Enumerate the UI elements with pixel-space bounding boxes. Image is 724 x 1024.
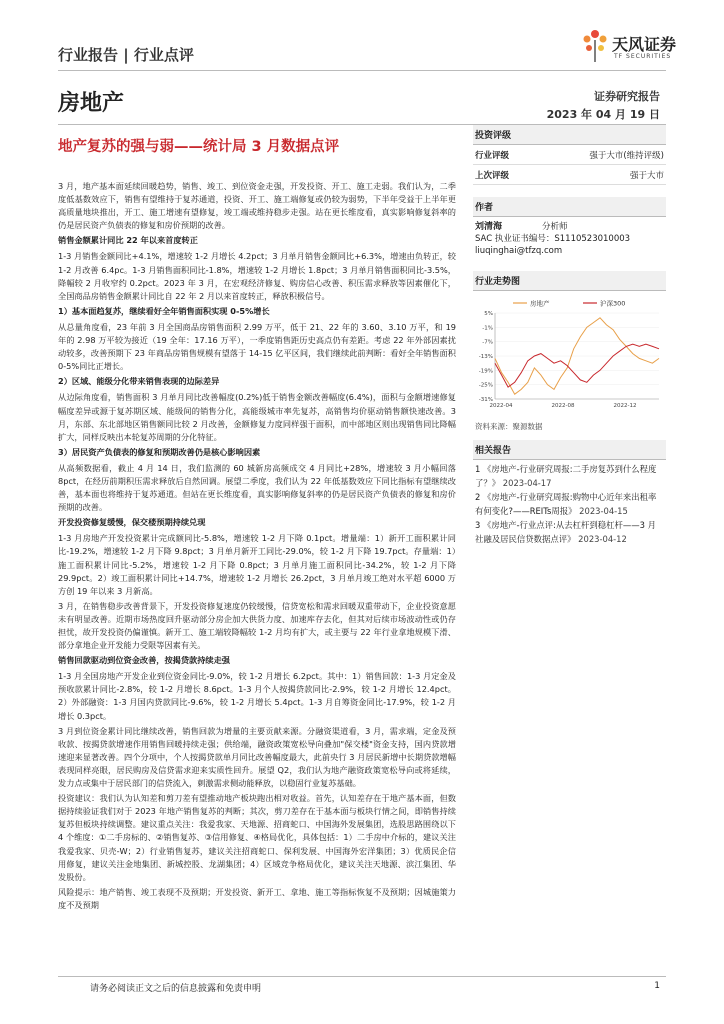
related-report-item[interactable] <box>475 491 664 518</box>
trend-chart <box>473 295 666 417</box>
logo-chinese-name: 天风证券 <box>612 35 677 54</box>
previous-rating-label: 上次评级 <box>475 171 510 181</box>
analyst-sac-number: SAC 执业证书编号：S1110523010003 <box>475 234 631 244</box>
trend-heading: 行业走势图 <box>473 271 666 291</box>
y-tick-label: -1% <box>482 325 493 332</box>
related-report-date: 2023-04-17 <box>502 477 552 488</box>
author-heading: 作者 <box>473 197 666 217</box>
previous-rating-value: 强于大市 <box>629 171 664 181</box>
body-paragraph: 从高频数据看，截止 4 月 14 日，我们监测的 60 城新房高频成交 4 月同比+28%，增速较 3 月小幅回落 8pct，在经历前期积压需求释放后自然回调。展望二季度，我们认为 22 年低基数效应下同比指标有望继续改善，基本面也将维持于复苏通道。但站在更长维度看，真实影响修复斜率的仍是居民资产负债表的修复和房价预期的改善。 <box>58 462 456 513</box>
related-report-title: 2 《房地产-行业研究周报:购物中心近年来出租率有何变化?——REITs周报》 <box>475 492 657 516</box>
section-heading: 开发投资修复缓慢，保交楼预期持续兑现 <box>58 517 206 528</box>
body-paragraph: 从总量角度看，23 年前 3 月全国商品房销售面积 2.99 万平，低于 21、22 年的 3.60、3.10 万平，和 19 年的 2.98 万平较为接近（19 全年：17.16 万平），一季度销售距历史高点仍有差距。考虑 22 年外部因素扰动较多，改善预期下 23 年商品房销售规模有望落于 14-15 亿平区间，我们继续此前判断：看好全年销售面积 0-5%同比正增长。 <box>58 321 456 372</box>
analyst-email[interactable]: liuqinghai@tfzq.com <box>475 246 563 256</box>
body-paragraph: 风险提示：地产销售、竣工表现不及预期；开发投资、新开工、拿地、施工等指标恢复不及预期；因城施策力度不及预期 <box>58 886 456 910</box>
trend-chart-svg <box>473 295 666 417</box>
logo-english-name: TF SECURITIES <box>614 53 672 60</box>
header-divider <box>58 70 666 71</box>
analyst-role: 分析师 <box>542 222 568 232</box>
related-report-item[interactable] <box>475 463 664 490</box>
legend-label: 沪深300 <box>600 299 626 308</box>
section-heading: 1）基本面趋复苏，继续看好全年销售面积实现 0-5%增长 <box>58 305 270 316</box>
related-heading: 相关报告 <box>473 440 666 460</box>
flower-logo-icon <box>580 28 610 64</box>
body-paragraph: 3 月，在销售稳步改善背景下，开发投资修复速度仍较缓慢，信贷宽松和需求回暖双重带动下，企业投资意愿未有明显改善。近期市场热度回升驱动部分房企加大供货力度、加速库存去化，但其对后续市场波动性或仍存担忧，故开发投资仍偏谨慎。新开工、施工端较降幅较 1-2 月均有扩大，或主要与 22 年行业拿地规模下滑、部分拿地企业开发能力受限等因素有关。 <box>58 600 456 651</box>
y-tick-label: -19% <box>478 368 493 375</box>
y-tick-label: 5% <box>484 311 493 317</box>
y-tick-label: -25% <box>478 382 493 389</box>
body-paragraph: 投资建议：我们认为认知差和剪刀差有望推动地产板块跑出相对收益。首先，认知差存在于地产基本面，但数据持续验证我们对于 2023 年地产销售复苏的判断；其次，剪刀差存在于基本面与板块行情之间，即销售持续复苏但板块持续调整。建议重点关注：我爱我家、天地源、招商蛇口、中国海外发展集团，选股思路围绕以下 4 个维度：①二手房标的、②销售复苏、③信用修复、④格局优化，具体包括：1）二手房中介标的，建议关注我爱我家、贝壳-W；2）行业销售复苏，建议关注招商蛇口、保利发展、中国海外宏洋集团；3）优质民企信用修复，建议关注金地集团、新城控股、龙湖集团；4）区域竞争格局优化，建议关注天地源、滨江集团、华发股份。 <box>58 793 456 882</box>
y-tick-label: -13% <box>478 354 493 360</box>
related-report-title: 1 《房地产-行业研究周报:二手房复苏到什么程度了？》 <box>475 464 657 488</box>
body-paragraph: 1-3 月全国房地产开发企业到位资金同比-9.0%，较 1-2 月增长 6.2pct。其中：1）销售回款：1-3 月定金及预收款累计同比-2.8%，较 1-2 月增长 8.6pct。1-3 月个人按揭贷款同比-2.9%，较 1-2 月增长 12.4pct。2）外部融资：1-3 月国内贷款同比-9.6%，较 1-2 月增长 5.4pct。1-3 月自筹资金同比-17.9%，较 1-2 月增长 0.3pct。 <box>58 671 456 721</box>
x-tick-label: 2022-04 <box>489 403 513 409</box>
body-paragraph: 从边际角度看，销售面积 3 月单月同比改善幅度(0.2%)低于销售金额改善幅度(6.4%)，面积与金额增速修复幅度差异或源于复苏期区域、能级间的销售分化，高能级城市率先复苏，高销售均价驱动销售额快速改善。3 月，东部、东北部地区销售额同比较 2 月改善，金额修复力度同样强于面积，而中部地区则出现销售同比降幅扩大，同样反映出本轮复苏周期的分化特征。 <box>58 392 456 442</box>
series-line-csi300 <box>495 344 659 387</box>
industry-name: 房地产 <box>58 91 125 116</box>
industry-rating-value: 强于大市(维持评级) <box>589 151 664 161</box>
section-heading: 销售金额累计同比 22 年以来首度转正 <box>58 235 198 246</box>
related-report-date: 2023-04-15 <box>579 505 628 516</box>
industry-rating-row <box>473 145 666 165</box>
y-tick-label: -31% <box>478 397 493 403</box>
rating-heading: 投资评级 <box>473 125 666 145</box>
x-tick-label: 2022-08 <box>551 403 575 409</box>
sidebar <box>473 125 666 551</box>
footer-divider <box>58 976 666 977</box>
chart-source: 资料来源：聚源数据 <box>475 422 543 431</box>
previous-rating-row <box>473 165 666 185</box>
report-title: 地产复苏的强与弱——统计局 3 月数据点评 <box>58 139 340 155</box>
section-heading: 销售回款驱动到位资金改善，按揭贷款持续走强 <box>58 655 230 666</box>
body-paragraph: 1-3 月房地产开发投资累计完成额同比-5.8%，增速较 1-2 月下降 0.1pct。增量端：1）新开工面积累计同比-19.2%，增速较 1-2 月下降 9.8pct；3 月单月新开工同比-29.0%，较 1-2 月下降 19.7pct。存量端：1）施工面积累计同比-5.2%，增速较 1-2 月下降 0.8pct；3 月单月施工面积同比-34.2%，较 1-2 月下降 29.9pct。2）竣工面积累计同比+14.7%，增速较 1-2 月增长 26.2pct，3 月单月竣工绝对水平超 6000 万方创 19 年以来 3 月新高。 <box>58 533 456 596</box>
page-number: 1 <box>654 981 660 991</box>
footer-disclaimer[interactable]: 请务必阅读正文之后的信息披露和免责申明 <box>90 984 262 994</box>
legend-label: 房地产 <box>530 299 550 308</box>
company-logo <box>580 28 690 68</box>
report-date: 2023 年 04 月 19 日 <box>546 108 660 121</box>
section-heading: 2）区域、能级分化带来销售表现的边际差异 <box>58 376 220 387</box>
body-paragraph: 3 月，地产基本面延续回暖趋势，销售、竣工、到位资金走强，开发投资、开工、施工走弱。我们认为，二季度低基数效应下，销售有望维持于复苏通道，投资、开工、施工端修复或仍较为弱势，下半年受益于上半年更高质量地块推出，开工、施工增速有望修复，竣工端或维持稳步走强。站在更长维度看，真实影响修复斜率的仍是居民资产负债表的修复和房价预期的改善。 <box>58 181 456 231</box>
analyst-info <box>473 217 666 261</box>
body-paragraph: 3 月到位资金累计同比继续改善，销售回款为增量的主要贡献来源。分融资渠道看，3 月，需求端，定金及预收款、按揭贷款增速作用销售回暖持续走强；供给端，融资政策宽松导向叠加"保交楼"资金支持，国内贷款增速迎来显著改善。四个分项中，个人按揭贷款单月同比改善幅度最大，此前央行 3 月居民新增中长期贷款增幅表现同样亮眼，居民购房及信贷需求迎来实质性回升。展望 Q2，我们认为地产融资政策宽松导向或将延续，发力点或集中于居民部门的信贷流入，刺激需求侧动能释放，以稳固行业复苏基础。 <box>58 725 456 789</box>
x-tick-label: 2022-12 <box>613 403 637 409</box>
body-paragraph: 1-3 月销售金额同比+4.1%，增速较 1-2 月增长 4.2pct；3 月单月销售金额同比+6.3%，增速由负转正，较 1-2 月改善 6.4pc。1-3 月销售面积同比-1.8%，增速较 1-2 月增长 1.8pct；3 月单月销售面积同比-3.5%，降幅较 2 月收窄约 0.2pct。2023 年 3 月，在宏观经济修复、购房信心改善、积压需求释放等因素催化下，全国商品房销售金额累计同比自 22 年 2 月以来首度转正，释放积极信号。 <box>58 251 456 301</box>
report-category: 行业报告 | 行业点评 <box>58 46 194 64</box>
industry-rating-label: 行业评级 <box>475 151 510 161</box>
analyst-name: 刘清海 <box>475 222 503 232</box>
report-type: 证券研究报告 <box>594 90 660 103</box>
related-report-title: 3 《房地产-行业点评:从去杠杆到稳杠杆——3 月社融及居民信贷数据点评》 <box>475 520 656 544</box>
related-report-date: 2023-04-12 <box>578 533 627 544</box>
main-body <box>58 180 456 914</box>
section-heading: 3）居民资产负债表的修复和预期改善仍是核心影响因素 <box>58 446 261 457</box>
y-tick-label: -7% <box>482 339 493 346</box>
related-report-item[interactable] <box>475 519 664 546</box>
related-reports <box>473 460 666 551</box>
